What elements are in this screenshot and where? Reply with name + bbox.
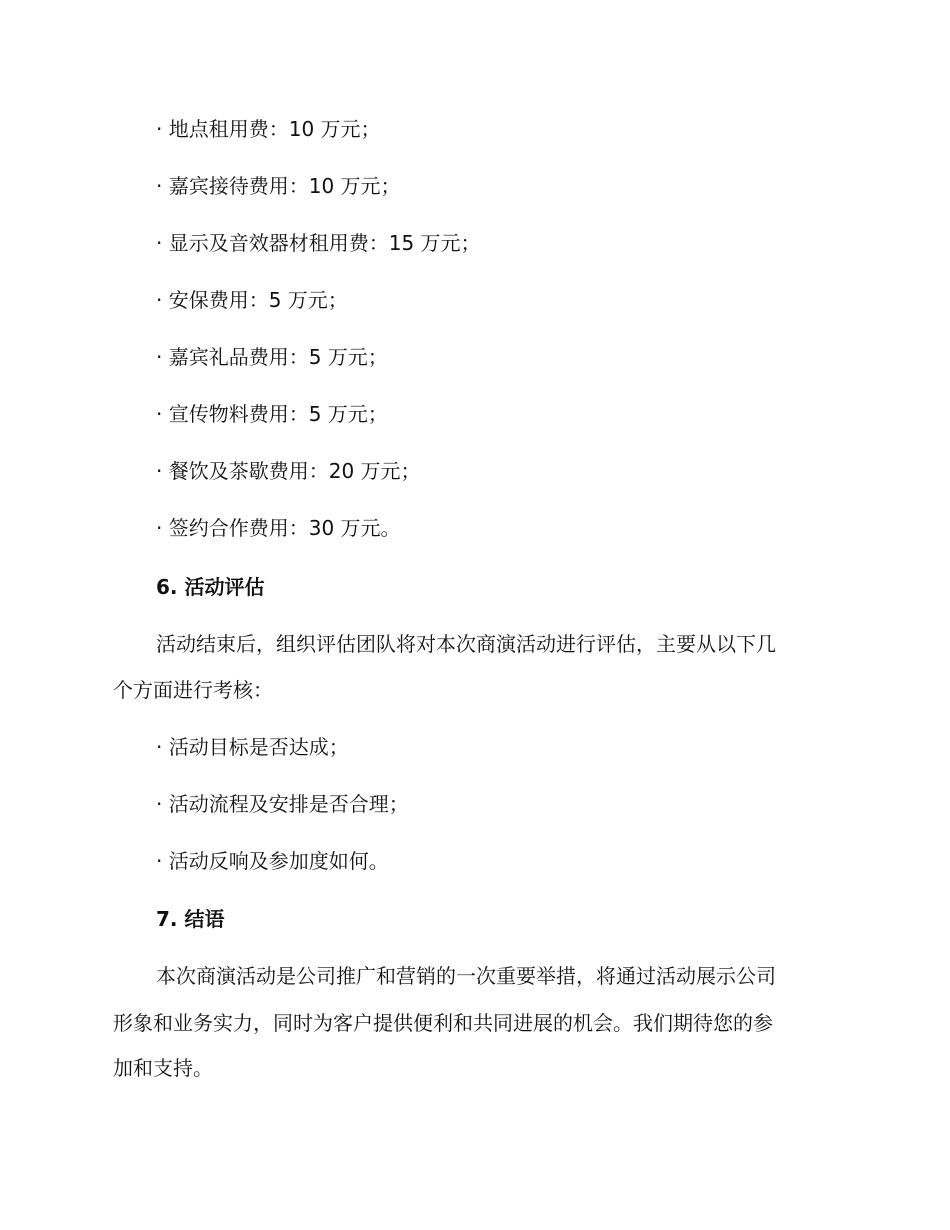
budget-item-av-equipment: · 显示及音效器材租用费：15 万元； (156, 231, 481, 255)
evaluation-paragraph-line-2: 个方面进行考核： (113, 678, 273, 702)
evaluation-paragraph-line-1: 活动结束后，组织评估团队将对本次商演活动进行评估，主要从以下几 (156, 632, 776, 656)
section-heading-conclusion: 7. 结语 (156, 907, 225, 931)
conclusion-paragraph-line-2: 形象和业务实力，同时为客户提供便利和共同进展的机会。我们期待您的参 (113, 1011, 773, 1035)
evaluation-item-goals: · 活动目标是否达成； (156, 735, 349, 759)
budget-item-catering: · 餐饮及茶歇费用：20 万元； (156, 459, 421, 483)
evaluation-item-response: · 活动反响及参加度如何。 (156, 849, 389, 873)
budget-item-venue: · 地点租用费：10 万元； (156, 117, 381, 141)
conclusion-paragraph-line-1: 本次商演活动是公司推广和营销的一次重要举措，将通过活动展示公司 (156, 964, 776, 988)
budget-item-promo-materials: · 宣传物料费用：5 万元； (156, 402, 388, 426)
evaluation-item-process: · 活动流程及安排是否合理； (156, 792, 409, 816)
budget-item-security: · 安保费用：5 万元； (156, 288, 348, 312)
section-heading-evaluation: 6. 活动评估 (156, 575, 265, 599)
budget-item-signing: · 签约合作费用：30 万元。 (156, 516, 401, 540)
budget-item-guest-reception: · 嘉宾接待费用：10 万元； (156, 174, 401, 198)
conclusion-paragraph-line-3: 加和支持。 (113, 1056, 213, 1080)
budget-item-guest-gifts: · 嘉宾礼品费用：5 万元； (156, 345, 388, 369)
